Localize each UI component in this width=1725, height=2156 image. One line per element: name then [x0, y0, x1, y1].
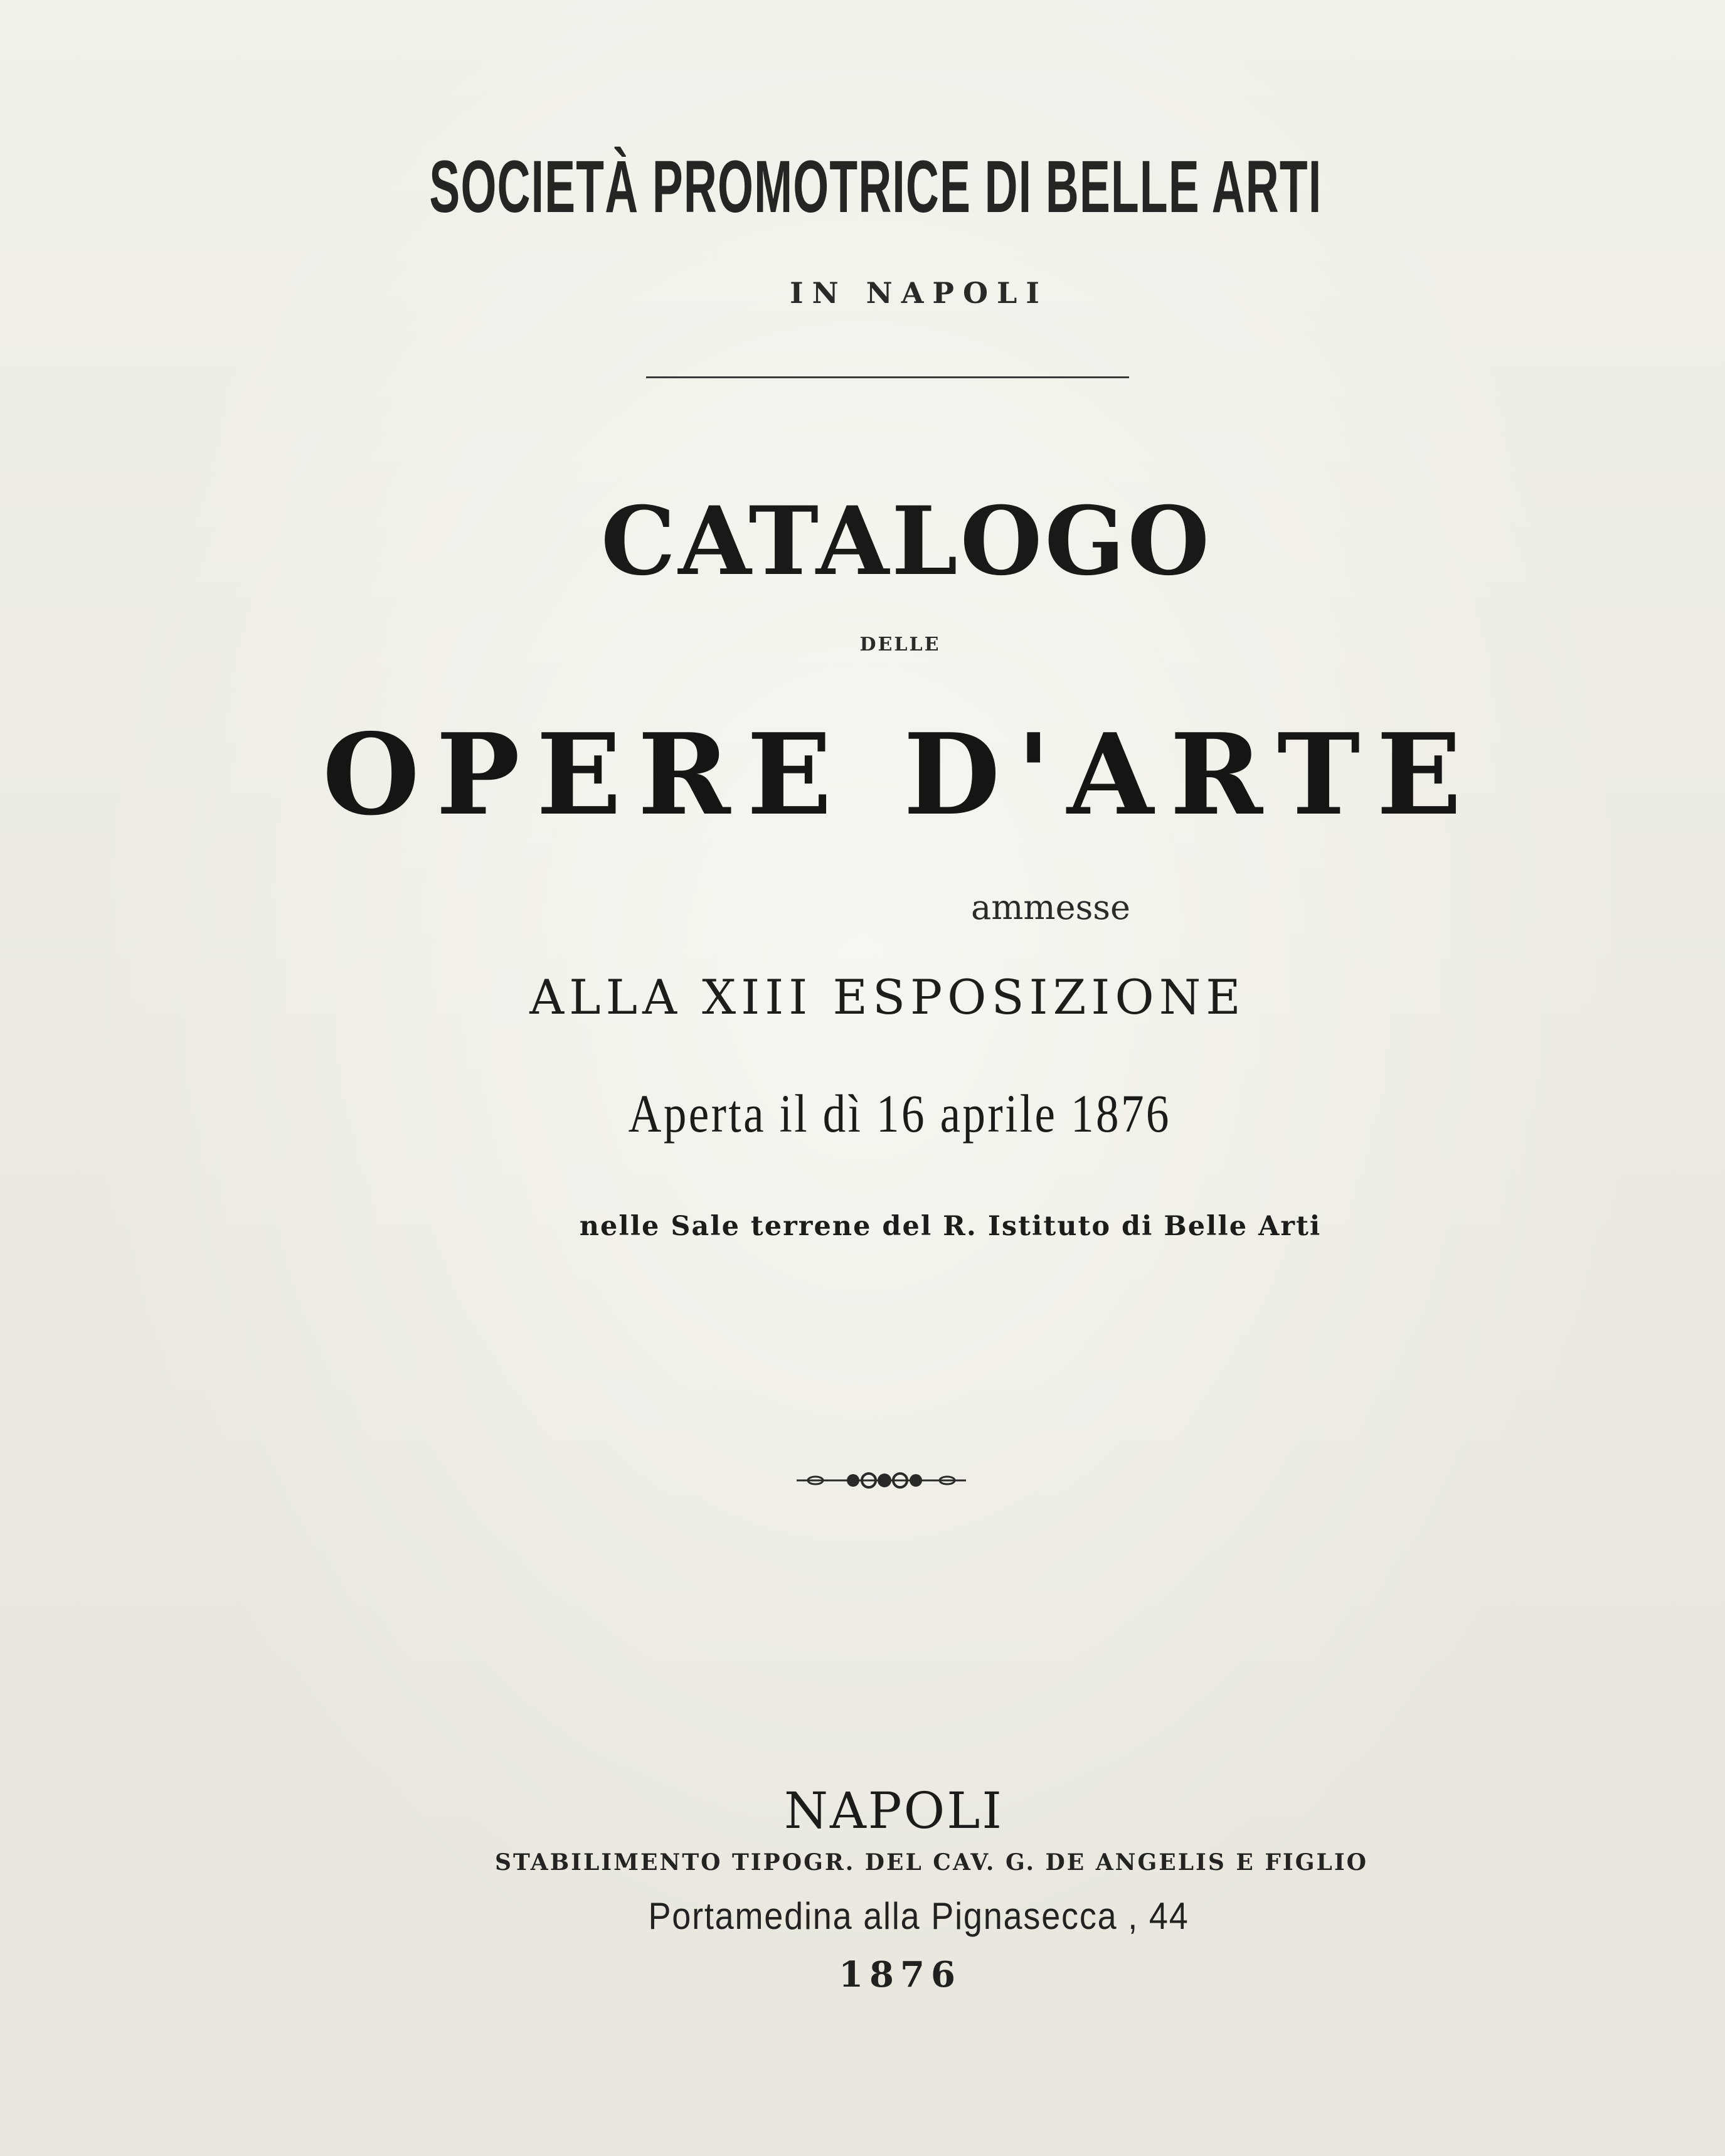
imprint-printer: STABILIMENTO TIPOGR. DEL CAV. G. DE ANGELIS E FIGLIO: [494, 1849, 1369, 1876]
works-title: OPERE D'ARTE: [322, 709, 1478, 840]
location-line: nelle Sale terrene del R. Istituto di Belle Arti: [579, 1211, 1322, 1242]
delle-line: DELLE: [859, 634, 941, 656]
ammesse-line: ammesse: [971, 888, 1130, 927]
imprint-year: 1876: [839, 1954, 962, 1995]
society-name: SOCIETÀ PROMOTRICE DI BELLE ARTI: [429, 146, 1322, 228]
imprint-address: Portamedina alla Pignasecca , 44: [648, 1895, 1189, 1937]
catalog-title: CATALOGO: [600, 486, 1213, 597]
exhibition-line: ALLA XIII ESPOSIZIONE: [529, 969, 1246, 1025]
imprint-city: NAPOLI: [784, 1782, 1004, 1840]
opening-date-line: Aperta il dì 16 aprile 1876: [628, 1083, 1171, 1144]
divider-rule: [646, 376, 1129, 378]
city-line: IN NAPOLI: [790, 276, 1048, 310]
decorative-rule-ornament-icon: [797, 1468, 966, 1493]
